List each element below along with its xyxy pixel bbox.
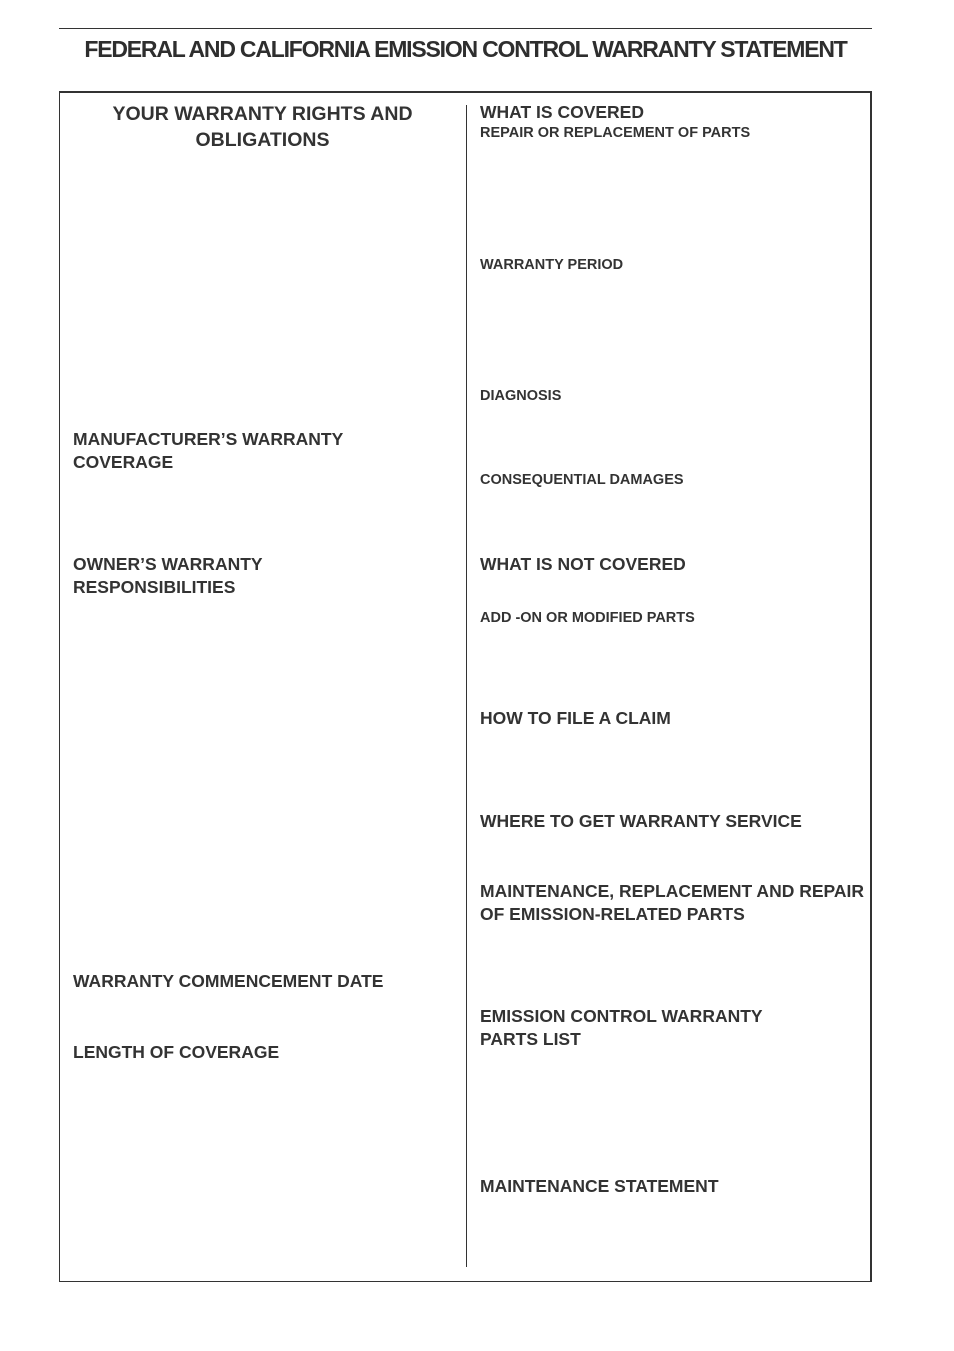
manufacturer-coverage-heading: MANUFACTURER’S WARRANTY COVERAGE: [73, 429, 343, 472]
consequential-damages-subheading: CONSEQUENTIAL DAMAGES: [480, 472, 684, 488]
column-divider: [466, 105, 467, 1267]
length-of-coverage-heading: LENGTH OF COVERAGE: [73, 1042, 280, 1062]
where-to-get-service-heading: WHERE TO GET WARRANTY SERVICE: [480, 811, 802, 831]
top-rule: [59, 28, 872, 29]
document-title: FEDERAL AND CALIFORNIA EMISSION CONTROL WARRANTY STATEMENT: [84, 36, 847, 62]
add-on-parts-subheading: ADD -ON OR MODIFIED PARTS: [480, 610, 695, 626]
what-is-not-covered-heading: WHAT IS NOT COVERED: [480, 554, 686, 574]
commencement-date-heading: WARRANTY COMMENCEMENT DATE: [73, 971, 384, 991]
warranty-period-subheading: WARRANTY PERIOD: [480, 257, 624, 273]
owner-responsibilities-heading: OWNER’S WARRANTY RESPONSIBILITIES: [73, 554, 263, 597]
how-to-file-heading: HOW TO FILE A CLAIM: [480, 708, 671, 728]
maintenance-replacement-heading: MAINTENANCE, REPLACEMENT AND REPAIR OF EMISSION-RELATED PARTS: [480, 881, 865, 924]
diagnosis-subheading: DIAGNOSIS: [480, 388, 562, 404]
maintenance-statement-heading: MAINTENANCE STATEMENT: [480, 1176, 719, 1196]
parts-list-heading: EMISSION CONTROL WARRANTY PARTS LIST: [480, 1006, 763, 1049]
what-is-covered-heading: WHAT IS COVERED: [480, 102, 644, 122]
rights-obligations-heading: YOUR WARRANTY RIGHTS AND OBLIGATIONS: [112, 103, 413, 151]
repair-replacement-subheading: REPAIR OR REPLACEMENT OF PARTS: [480, 125, 751, 141]
